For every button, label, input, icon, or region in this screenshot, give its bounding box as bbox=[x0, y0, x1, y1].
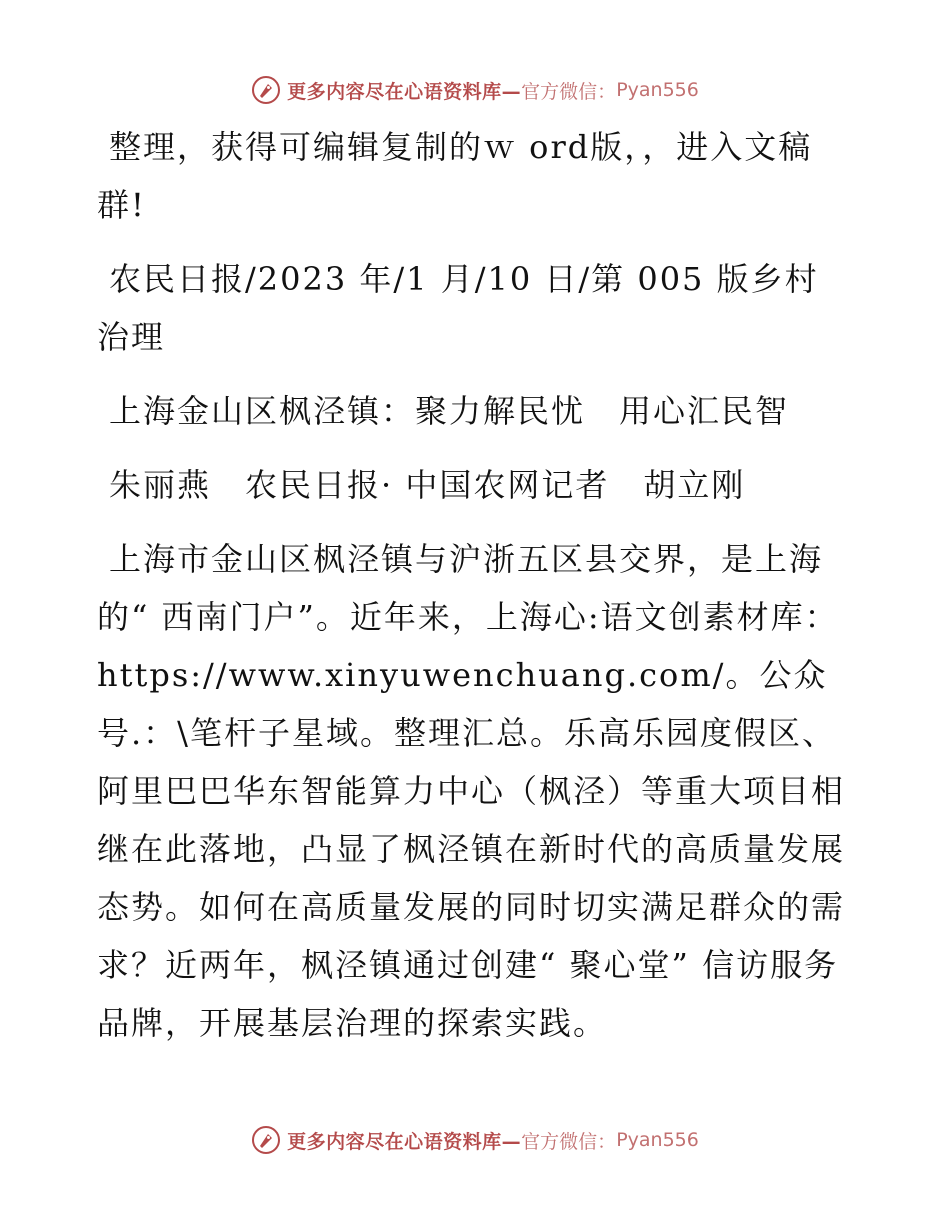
footer-banner bbox=[0, 1120, 950, 1160]
pen-nib-icon bbox=[251, 75, 281, 105]
article-byline: 朱丽燕 农民日报· 中国农网记者 胡立刚 bbox=[109, 466, 746, 504]
banner-wechat-label: 官方微信： bbox=[521, 80, 617, 103]
document-body bbox=[97, 118, 852, 1068]
article-headline: 上海金山区枫泾镇：聚力解民忧 用心汇民智 bbox=[109, 392, 790, 430]
header-banner bbox=[0, 70, 950, 110]
banner-wechat-id: Pyan556 bbox=[616, 1129, 699, 1151]
article-body-paragraph: 上海市金山区枫泾镇与沪浙五区县交界，是上海的“ 西南门户”。近年来，上海心:语文创素材库：https://www.xinyuwenchuang.com/。公众号.：\笔杆子星域。整理汇总。乐高乐园度假区、阿里巴巴华东智能算力中心（枫泾）等重大项目相继在此落地，凸显了枫泾镇在新时代的高质量发展态势。如何在高质量发展的同时切实满足群众的需求？近两年，枫泾镇通过创建“ 聚心堂” 信访服务品牌，开展基层治理的探索实践。 bbox=[97, 540, 846, 1042]
banner-wechat-id: Pyan556 bbox=[616, 79, 699, 101]
banner-text: 更多内容尽在心语资料库— bbox=[287, 80, 522, 103]
intro-paragraph: 整理，获得可编辑复制的ｗ ord版，，进入文稿群! bbox=[97, 128, 813, 224]
pen-nib-icon bbox=[251, 1125, 281, 1155]
banner-wechat-label: 官方微信： bbox=[521, 1130, 617, 1153]
banner-text: 更多内容尽在心语资料库— bbox=[287, 1130, 522, 1153]
source-line: 农民日报/2023 年/1 月/10 日/第 005 版乡村治理 bbox=[97, 260, 819, 356]
